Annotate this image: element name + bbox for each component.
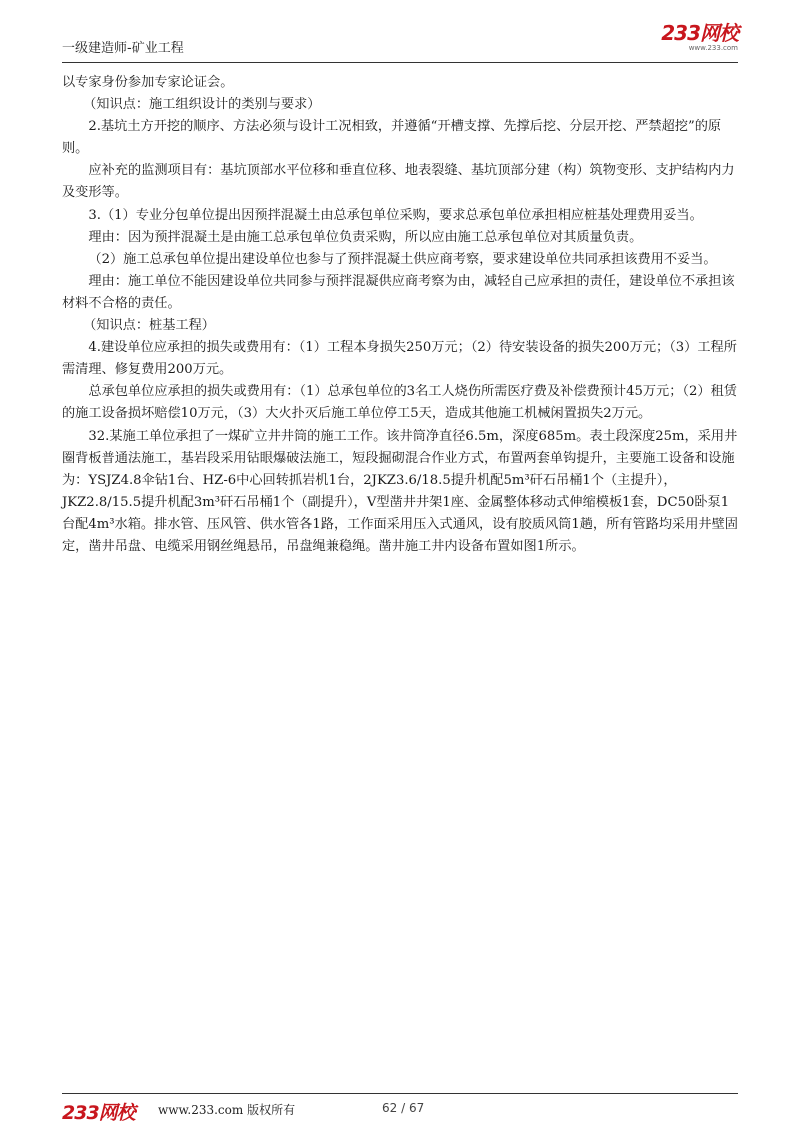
footer-copyright: www.233.com 版权所有 [158, 1103, 296, 1117]
document-body [62, 72, 740, 558]
footer-logo: 233网校 [62, 1102, 135, 1124]
paragraph-answer-3-2: （2）施工总承包单位提出建设单位也参与了预拌混凝土供应商考察，要求建设单位共同承担该费用不妥当。 [88, 251, 717, 267]
brand-logo-text: 233网校 [661, 21, 738, 45]
paragraph-continuation: 以专家身份参加专家论证会。 [62, 75, 234, 90]
paragraph-knowledge-point-2: （知识点：桩基工程） [83, 318, 215, 334]
page-header [62, 22, 738, 63]
paragraph-reason-1: 理由：因为预拌混凝土是由施工总承包单位负责采购，所以应由施工总承包单位对其质量负责。 [88, 229, 643, 245]
page-number: 62 / 67 [382, 1101, 425, 1115]
paragraph-monitoring-items: 应补充的监测项目有：基坑顶部水平位移和垂直位移、地表裂缝、基坑顶部分建（构）筑物变形、支护结构内力及变形等。 [62, 163, 735, 201]
brand-logo-url: www.233.com [688, 44, 738, 52]
brand-logo[interactable] [661, 22, 738, 52]
page-footer [62, 1093, 738, 1124]
paragraph-knowledge-point-1: （知识点：施工组织设计的类别与要求） [83, 97, 321, 113]
header-title: 一级建造师-矿业工程 [62, 41, 184, 56]
paragraph-answer-2: 2.基坑土方开挖的顺序、方法必须与设计工况相致，并遵循“开槽支撑、先撑后挖、分层开挖、严禁超挖”的原则。 [62, 119, 722, 157]
paragraph-answer-4-contractor: 总承包单位应承担的损失或费用有：（1）总承包单位的3名工人烧伤所需医疗费及补偿费预计45万元；（2）租赁的施工设备损坏赔偿10万元，（3）大火扑灭后施工单位停工5天，造成其他施工机械闲置损失2万元。 [62, 384, 737, 422]
paragraph-question-32: 32.某施工单位承担了一煤矿立井井筒的施工工作。该井筒净直径6.5m，深度685m。表土段深度25m，采用井圈背板普通法施工，基岩段采用钻眼爆破法施工，短段掘砌混合作业方式，布置两套单钩提升，主要施工设备和设施为：YSJZ4.8伞钻1台、HZ-6中心回转抓岩机1台，2JKZ3.6/18.5提升机配5m³矸石吊桶1个（主提升），JKZ2.8/15.5提升机配3m³矸石吊桶1个（副提升），V型凿井井架1座、金属整体移动式伸缩模板1套，DC50卧泵1台配4m³水箱。排水管、压风管、供水管各1路，工作面采用压入式通风，设有胶质风筒1趟，所有管路均采用井壁固定，凿井吊盘、电缆采用钢丝绳悬吊，吊盘绳兼稳绳。凿井施工井内设备布置如图1所示。 [62, 428, 738, 554]
paragraph-reason-2: 理由：施工单位不能因建设单位共同参与预拌混凝供应商考察为由，减轻自己应承担的责任，建设单位不承担该材料不合格的责任。 [62, 273, 735, 311]
paragraph-answer-4-owner: 4.建设单位应承担的损失或费用有：（1）工程本身损失250万元；（2）待安装设备的损失200万元；（3）工程所需清理、修复费用200万元。 [62, 340, 737, 378]
paragraph-answer-3-1: 3.（1）专业分包单位提出因预拌混凝土由总承包单位采购，要求总承包单位承担相应桩基处理费用妥当。 [88, 207, 703, 223]
